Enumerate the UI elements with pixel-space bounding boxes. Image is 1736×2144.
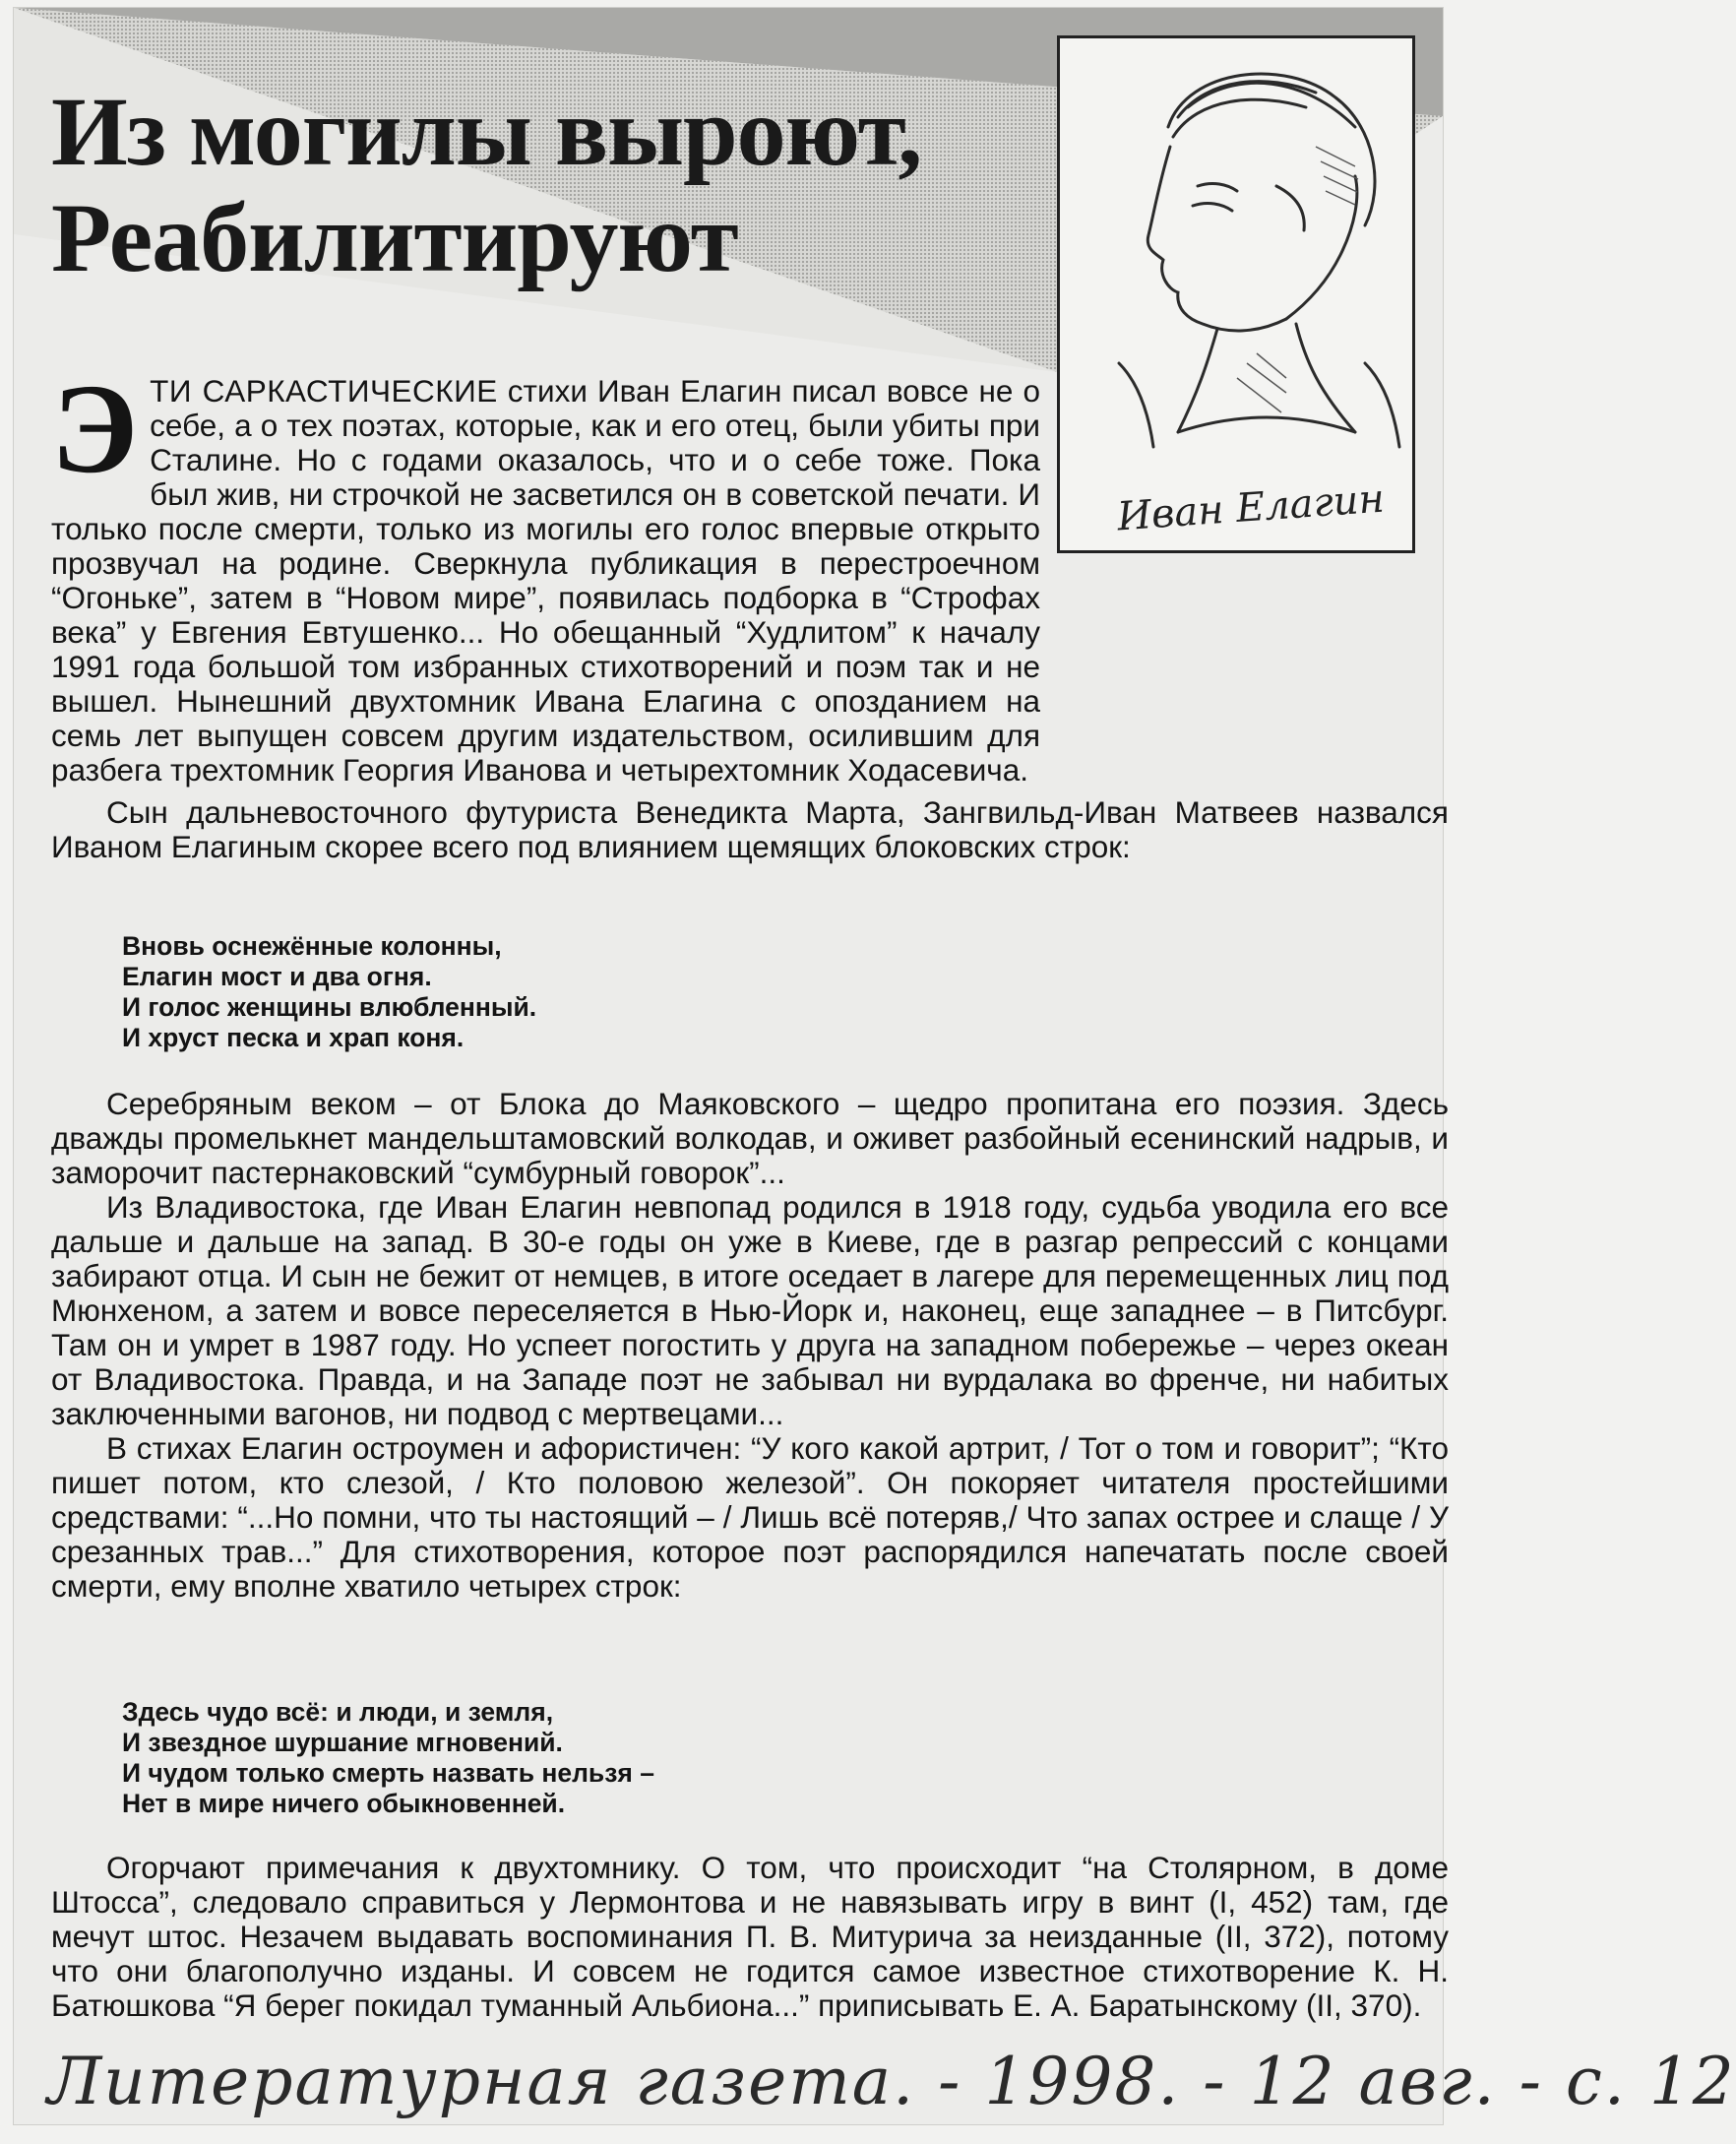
poem-1-line: И хруст песка и храп коня. — [122, 1023, 465, 1052]
poem-1 — [122, 931, 536, 1053]
author-portrait — [1057, 35, 1415, 553]
portrait-sketch — [1060, 38, 1412, 452]
newspaper-clipping — [14, 8, 1736, 2124]
handwritten-source-note: Литературная газета. - 1998. - 12 авг. - с. 12 — [47, 2044, 1736, 2119]
lead-text: стихи Иван Елагин писал вовсе не о себе, а о тех поэтах, которые, как и его отец, были убиты при Сталине. Но с годами оказалось, что и о себе тоже. Пока был жив, ни строчкой не засветился он в советской печати. И только после смерти, только из могилы его голос впервые открыто прозвучал на родине. Сверкнула публикация в перестроечном “Огоньке”, затем в “Новом мире”, появилась подборка в “Строфах века” у Евгения Евтушенко... Но обещанный “Худлитом” к началу 1991 года большой том избранных стихотворений и поэм так и не вышел. Нынешний двухтомник Ивана Елагина с опозданием на семь лет выпущен совсем другим издательством, осилившим для разбега трехтомник Георгия Иванова и четырехтомник Ходасевича. — [51, 373, 1040, 788]
poem-2-line: Здесь чудо всё: и люди, и земля, — [122, 1697, 554, 1727]
headline — [51, 79, 921, 291]
poem-2 — [122, 1697, 654, 1819]
poem-2-line: Нет в мире ничего обыкновенней. — [122, 1789, 566, 1818]
poem-2-line: И чудом только смерть назвать нельзя – — [122, 1758, 654, 1788]
poem-2-line: И звездное шуршание мгновений. — [122, 1728, 563, 1757]
drop-cap: Э — [51, 358, 139, 500]
portrait-signature: Иван Елагин — [1115, 475, 1387, 540]
poem-1-line: И голос женщины влюбленный. — [122, 992, 537, 1022]
paragraph-3: Серебряным веком – от Блока до Маяковского – щедро пропитана его поэзия. Здесь дважды промелькнет мандельштамовский волкодав, и оживет разбойный есенинский надрыв, и заморочит пастернаковский “сумбурный говорок”... — [51, 1086, 1449, 1190]
paragraph-6: Огорчают примечания к двухтомнику. О том, что происходит “на Столярном, в доме Штосса”, следовало справиться у Лермонтова и не навязывать игру в винт (I, 452) там, где мечут штос. Незачем выдавать воспоминания П. В. Митурича за неизданные (II, 372), потому что они благополучно изданы. И совсем не годится самое известное стихотворение К. Н. Батюшкова “Я берег покидал туманный Альбиона...” приписывать Е. А. Баратынскому (II, 370). — [51, 1850, 1449, 2023]
headline-line-2: Реабилитируют — [51, 183, 738, 292]
lead-paragraph — [51, 358, 1040, 788]
paragraph-2: Сын дальневосточного футуриста Венедикта Марта, Зангвильд-Иван Матвеев назвался Иваном Елагиным скорее всего под влиянием щемящих блоковских строк: — [51, 794, 1449, 864]
poem-1-line: Елагин мост и два огня. — [122, 962, 432, 991]
body-text — [51, 1087, 1449, 1604]
headline-line-1: Из могилы выроют, — [51, 77, 922, 186]
poem-1-line: Вновь оснежённые колонны, — [122, 931, 502, 961]
paragraph-5: В стихах Елагин остроумен и афористичен: “У кого какой артрит, / Тот о том и говорит”; “Кто пишет потом, кто слезой, / Кто половою железой”. Он покоряет читателя простейшими средствами: “...Но помни, что ты настоящий – / Лишь всё потеряв,/ Что запах острее и слаще / У срезанных трав...” Для стихотворения, которое поэт распорядился напечатать после своей смерти, ему вполне хватило четырех строк: — [51, 1430, 1449, 1604]
paragraph-4: Из Владивостока, где Иван Елагин невпопад родился в 1918 году, судьба уводила его все дальше и дальше на запад. В 30-е годы он уже в Киеве, где в разгар репрессий с концами забирают отца. И сын не бежит от немцев, в итоге оседает в лагере для перемещенных лиц под Мюнхеном, а затем и вовсе переселяется в Нью-Йорк и, наконец, еще западнее – в Питсбург. Там он и умрет в 1987 году. Но успеет погостить у друга на западном побережье – через океан от Владивостока. Правда, и на Западе поэт не забывал ни вурдалака во френче, ни набитых заключенными вагонов, ни подвод с мертвецами... — [51, 1189, 1449, 1431]
lead-caps: ТИ САРКАСТИЧЕСКИЕ — [150, 373, 498, 409]
